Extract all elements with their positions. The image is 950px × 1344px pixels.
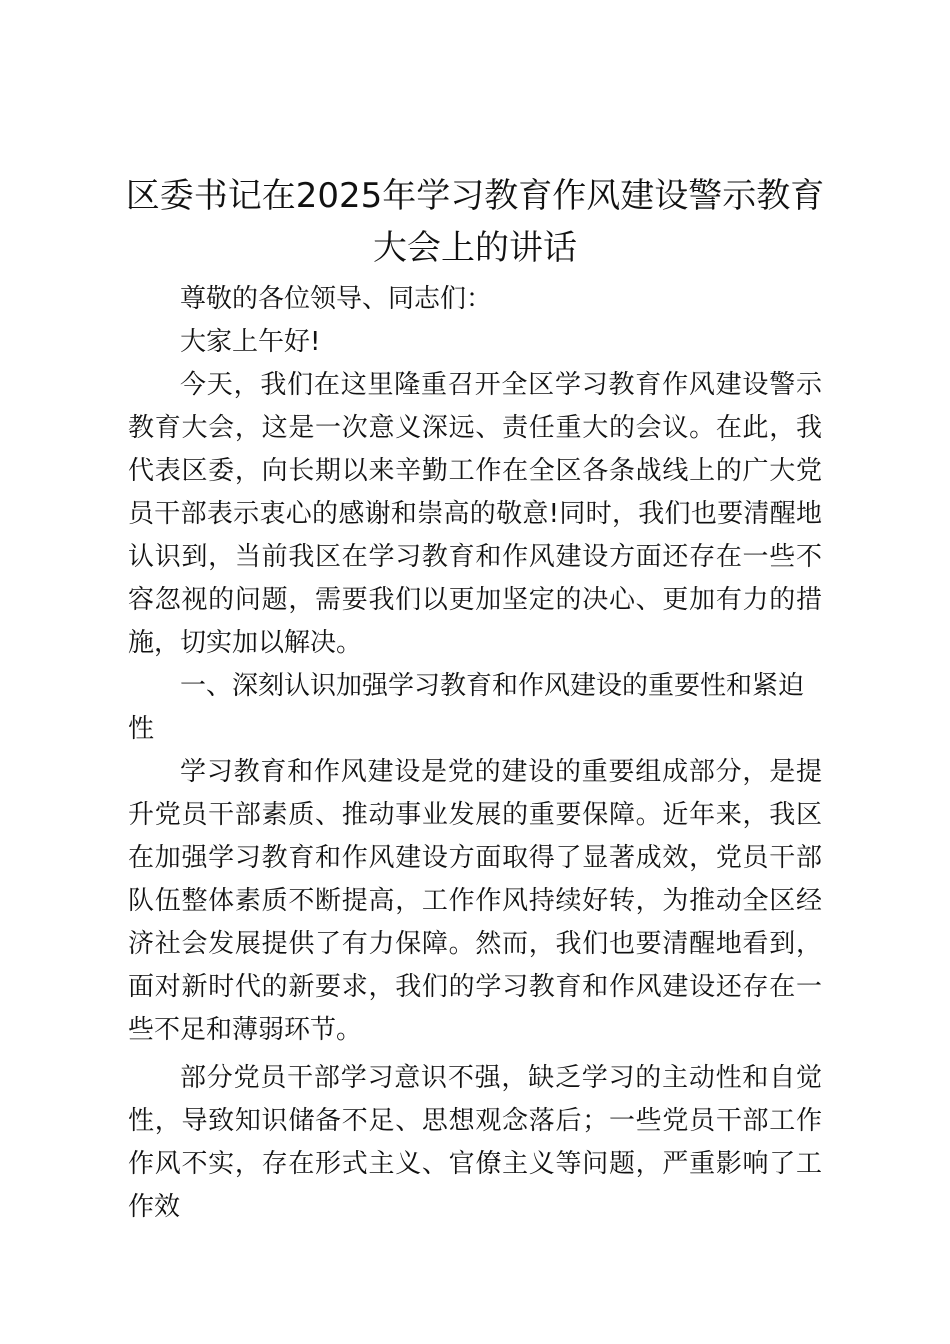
intro-paragraph: 今天，我们在这里隆重召开全区学习教育作风建设警示教育大会，这是一次意义深远、责任重大的会议。在此，我代表区委，向长期以来辛勤工作在全区各条战线上的广大党员干部表示衷心的感谢和崇高的敬意!同时，我们也要清醒地认识到，当前我区在学习教育和作风建设方面还存在一些不容忽视的问题，需要我们以更加坚定的决心、更加有力的措施，切实加以解决。 [128,370,822,658]
document-title: 区委书记在2025年学习教育作风建设警示教育大会上的讲话 [125,176,825,268]
salutation: 尊敬的各位领导、同志们： [180,284,493,314]
greeting: 大家上午好! [180,327,321,357]
body-paragraph: 部分党员干部学习意识不强，缺乏学习的主动性和自觉性，导致知识储备不足、思想观念落后；一些党员干部工作作风不实，存在形式主义、官僚主义等问题，严重影响了工作效 [128,1063,822,1222]
section-heading: 一、深刻认识加强学习教育和作风建设的重要性和紧迫性 [128,671,805,744]
body-paragraph: 学习教育和作风建设是党的建设的重要组成部分，是提升党员干部素质、推动事业发展的重要保障。近年来，我区在加强学习教育和作风建设方面取得了显著成效，党员干部队伍整体素质不断提高，工作作风持续好转，为推动全区经济社会发展提供了有力保障。然而，我们也要清醒地看到，面对新时代的新要求，我们的学习教育和作风建设还存在一些不足和薄弱环节。 [128,757,822,1045]
document-body [128,278,822,1229]
